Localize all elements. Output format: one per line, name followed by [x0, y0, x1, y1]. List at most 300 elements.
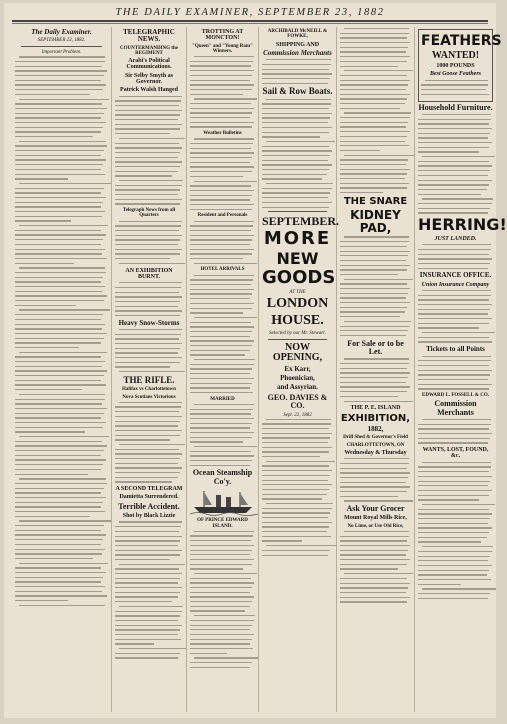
text-line	[15, 197, 106, 198]
text-line	[340, 326, 410, 327]
text-line	[115, 310, 182, 311]
ad-more: MORE	[263, 227, 332, 249]
text-line	[340, 283, 407, 284]
ad-goose-feathers: Best Goose Feathers	[430, 71, 481, 78]
text-line	[190, 625, 252, 626]
headline-weather: Weather Bulletins	[203, 131, 242, 137]
text-line	[115, 449, 179, 450]
text-line	[15, 230, 101, 231]
text-line	[262, 480, 328, 481]
text-line	[340, 260, 406, 261]
text-line	[190, 582, 254, 583]
text-line	[15, 263, 74, 264]
text-line	[15, 314, 103, 315]
divider	[21, 46, 102, 47]
text-line	[15, 164, 103, 165]
text-line	[190, 65, 251, 66]
text-line	[190, 418, 254, 419]
text-line	[15, 408, 107, 409]
text-line	[340, 164, 406, 165]
text-line	[115, 152, 180, 153]
text-line	[418, 481, 490, 482]
text-line	[190, 209, 252, 210]
text-line	[340, 386, 410, 387]
body-text	[190, 404, 255, 466]
text-line	[15, 333, 107, 334]
text-line	[262, 550, 330, 551]
text-line	[115, 639, 181, 640]
text-line	[115, 592, 180, 593]
text-line	[340, 550, 408, 551]
text-line	[115, 634, 178, 635]
text-line	[190, 122, 254, 123]
text-line	[15, 202, 103, 203]
body-text	[190, 531, 255, 668]
text-line	[340, 117, 410, 118]
text-line	[190, 667, 250, 668]
text-line	[15, 122, 106, 123]
text-line	[340, 192, 383, 193]
text-line	[262, 132, 329, 133]
text-line	[19, 352, 107, 353]
text-line	[15, 127, 103, 128]
text-line	[119, 96, 182, 97]
text-line	[262, 498, 322, 499]
text-line	[262, 522, 332, 523]
body-text	[340, 358, 411, 401]
text-line	[119, 138, 185, 139]
text-line	[15, 103, 102, 104]
column-telegraphic	[112, 27, 187, 712]
body-text	[190, 275, 255, 393]
text-line	[190, 610, 245, 611]
text-line	[119, 521, 182, 522]
text-line	[190, 354, 245, 355]
text-line	[15, 113, 104, 114]
text-line	[190, 239, 252, 240]
text-line	[190, 601, 252, 602]
text-line	[194, 275, 254, 276]
text-line	[344, 358, 409, 359]
text-line	[15, 216, 102, 217]
text-line	[15, 145, 107, 146]
text-line	[266, 545, 336, 546]
text-line	[340, 246, 407, 247]
text-line	[15, 366, 102, 367]
text-line	[115, 119, 178, 120]
ad-goods: GOODS	[262, 267, 336, 289]
text-line	[119, 648, 186, 649]
text-line	[115, 526, 181, 527]
text-line	[115, 596, 178, 597]
text-line	[422, 156, 495, 157]
text-line	[190, 326, 254, 327]
text-line	[422, 290, 491, 291]
ad-ask-grocer: Ask Your Grocer	[346, 504, 405, 514]
text-line	[340, 47, 408, 48]
text-line	[190, 559, 254, 560]
text-line	[340, 372, 410, 373]
ad-selected: Selected by our Mr. Stewart.	[269, 330, 326, 336]
text-line	[119, 329, 182, 330]
text-line	[340, 169, 410, 170]
text-line	[15, 286, 105, 287]
divider	[268, 339, 327, 340]
text-line	[418, 556, 490, 557]
section-head: Important Problem.	[41, 50, 82, 56]
body-text	[418, 244, 493, 269]
text-line	[190, 195, 252, 196]
text-line	[115, 545, 178, 546]
text-line	[418, 137, 488, 138]
text-line	[115, 540, 180, 541]
text-line	[418, 133, 490, 134]
text-line	[115, 425, 178, 426]
headline-walsh-hanged: Patrick Walsh Hanged	[120, 87, 178, 94]
text-line	[422, 419, 491, 420]
text-line	[15, 249, 105, 250]
text-line	[194, 404, 254, 405]
text-line	[340, 316, 400, 317]
text-line	[190, 568, 243, 569]
text-line	[340, 482, 406, 483]
body-text	[418, 114, 493, 214]
text-line	[340, 51, 406, 52]
paper-name: The Daily Examiner.	[31, 28, 92, 36]
text-line	[262, 423, 331, 424]
headline-hotel-arrivals: HOTEL ARRIVALS	[200, 267, 245, 273]
text-line	[340, 302, 410, 303]
text-line	[418, 570, 489, 571]
text-line	[262, 174, 327, 175]
body-text	[421, 80, 490, 95]
text-line	[262, 470, 332, 471]
ad-for-sale: For Sale or to be Let.	[347, 338, 404, 356]
text-line	[340, 126, 406, 127]
text-line	[194, 573, 257, 574]
text-line	[418, 593, 490, 594]
text-line	[190, 653, 227, 654]
body-text	[262, 419, 333, 556]
text-line	[340, 564, 407, 565]
headline-arabi: Arabi's Political Communications.	[126, 58, 172, 71]
ad-commission: Commission Merchants	[263, 48, 332, 57]
text-line	[340, 173, 407, 174]
text-line	[115, 439, 170, 440]
text-line	[15, 192, 101, 193]
column-ads-left	[259, 27, 340, 712]
text-line	[15, 220, 71, 221]
text-line	[262, 78, 330, 79]
text-line	[262, 64, 331, 65]
text-line	[115, 171, 178, 172]
text-line	[418, 388, 489, 389]
text-line	[190, 409, 253, 410]
text-line	[115, 481, 172, 482]
text-line	[119, 371, 185, 372]
headline-halifax: Halifax vs Charlottetown	[122, 387, 176, 393]
masthead: THE DAILY EXAMINER, SEPTEMBER 23, 1882	[12, 7, 488, 22]
text-line	[15, 117, 101, 118]
text-line	[19, 436, 109, 437]
text-line	[15, 239, 103, 240]
text-line	[115, 615, 180, 616]
text-line	[190, 303, 254, 304]
text-line	[340, 150, 380, 151]
text-line	[115, 100, 181, 101]
divider	[268, 211, 327, 212]
body-text	[340, 236, 411, 336]
text-line	[15, 549, 105, 550]
text-line	[418, 574, 487, 575]
text-line	[15, 464, 103, 465]
text-line	[340, 241, 409, 242]
text-line	[344, 573, 413, 574]
text-line	[422, 546, 493, 547]
text-line	[190, 441, 243, 442]
text-line	[19, 394, 105, 395]
text-line	[262, 433, 332, 434]
text-line	[421, 84, 488, 85]
text-line	[115, 467, 182, 468]
text-line	[15, 281, 101, 282]
text-line	[340, 42, 410, 43]
text-line	[15, 459, 106, 460]
date-line: SEPTEMBER 23, 1882.	[37, 38, 86, 44]
headline-telegraphic-news: TELEGRAPHIC NEWS.	[123, 28, 175, 44]
body-text	[190, 56, 255, 128]
text-line	[15, 516, 90, 517]
text-line	[340, 578, 407, 579]
text-line	[15, 581, 101, 582]
text-line	[115, 133, 170, 134]
text-line	[418, 123, 489, 124]
text-line	[115, 203, 180, 204]
text-line	[190, 176, 243, 177]
text-line	[115, 343, 182, 344]
text-line	[340, 159, 408, 160]
text-line	[15, 530, 101, 531]
text-line	[262, 202, 332, 203]
text-line	[418, 565, 492, 566]
text-line	[15, 94, 90, 95]
text-line	[418, 598, 488, 599]
text-line	[190, 244, 250, 245]
text-line	[115, 235, 182, 236]
ad-september: SEPTEMBER.	[262, 214, 340, 229]
text-line	[115, 559, 170, 560]
text-line	[115, 253, 180, 254]
text-line	[262, 103, 331, 104]
text-line	[119, 221, 182, 222]
text-line	[190, 235, 254, 236]
text-line	[115, 416, 182, 417]
ad-firm-name: ARCHIBALD McNEILL & FOWKE,	[267, 29, 328, 40]
text-line	[340, 377, 408, 378]
text-line	[262, 127, 332, 128]
text-line	[418, 128, 492, 129]
text-line	[115, 611, 182, 612]
text-line	[262, 113, 332, 114]
body-text	[262, 59, 333, 84]
text-line	[194, 263, 257, 264]
text-line	[115, 366, 170, 367]
text-line	[422, 332, 495, 333]
text-line	[190, 350, 250, 351]
text-line	[418, 161, 489, 162]
text-line	[15, 384, 106, 385]
text-line	[15, 441, 102, 442]
body-text	[418, 462, 493, 599]
text-line	[262, 437, 330, 438]
text-line	[262, 540, 302, 541]
text-line	[340, 131, 410, 132]
text-line	[190, 162, 250, 163]
text-line	[15, 492, 101, 493]
text-line	[262, 83, 328, 84]
ad-wed-thu: Wednesday & Thursday	[344, 449, 407, 456]
text-line	[340, 178, 405, 179]
text-line	[262, 192, 330, 193]
masthead-rule	[12, 23, 488, 24]
headline-countermanding: COUNTERMANDING the REGIMENT	[120, 45, 178, 56]
text-line	[115, 463, 178, 464]
text-line	[418, 471, 489, 472]
text-line	[340, 568, 398, 569]
text-line	[418, 147, 489, 148]
text-line	[262, 69, 329, 70]
text-line	[340, 136, 407, 137]
text-line	[115, 411, 179, 412]
text-line	[340, 145, 409, 146]
text-line	[418, 299, 489, 300]
text-line	[418, 318, 492, 319]
text-line	[262, 197, 328, 198]
text-line	[194, 181, 257, 182]
text-line	[190, 639, 252, 640]
text-line	[15, 450, 104, 451]
headline-the-rifle: THE RIFLE.	[123, 374, 175, 385]
text-line	[418, 184, 489, 185]
column-local-news	[187, 27, 259, 712]
text-line	[115, 114, 180, 115]
text-line	[418, 203, 492, 204]
text-line	[115, 239, 180, 240]
text-line	[340, 269, 407, 270]
text-line	[422, 462, 491, 463]
text-line	[194, 317, 257, 318]
text-line	[15, 600, 68, 601]
text-line	[115, 306, 178, 307]
ad-charlottetown: CHARLOTTETOWN, ON	[346, 442, 405, 448]
text-line	[190, 535, 253, 536]
text-line	[344, 401, 413, 402]
text-line	[115, 550, 182, 551]
text-line	[19, 225, 108, 226]
ad-commission-merchants: Commission Merchants	[434, 399, 477, 417]
text-line	[340, 288, 410, 289]
text-line	[340, 33, 409, 34]
text-line	[190, 427, 250, 428]
text-line	[115, 161, 182, 162]
text-line	[15, 300, 104, 301]
text-line	[15, 595, 107, 596]
text-line	[344, 279, 413, 280]
ad-geo-davies: GEO. DAVIES & CO.	[267, 392, 328, 411]
text-line	[15, 61, 105, 62]
text-line	[340, 536, 409, 537]
text-line	[418, 379, 488, 380]
text-line	[115, 292, 179, 293]
text-line	[344, 70, 413, 71]
text-line	[19, 99, 109, 100]
ad-union-insurance: Union Insurance Company	[421, 281, 490, 288]
text-line	[425, 80, 488, 81]
text-line	[262, 117, 330, 118]
text-line	[418, 527, 492, 528]
text-line	[262, 122, 328, 123]
text-line	[115, 435, 180, 436]
text-line	[262, 150, 332, 151]
text-line	[190, 279, 253, 280]
body-text	[115, 521, 183, 658]
text-line	[340, 330, 408, 331]
text-line	[340, 66, 398, 67]
text-line	[340, 491, 407, 492]
text-line	[340, 559, 410, 560]
text-line	[340, 307, 407, 308]
text-line	[340, 463, 409, 464]
text-line	[15, 319, 101, 320]
text-line	[418, 424, 491, 425]
text-line	[115, 536, 182, 537]
text-line	[340, 587, 408, 588]
text-line	[418, 495, 489, 496]
text-line	[115, 620, 178, 621]
text-line	[119, 402, 182, 403]
text-line	[190, 578, 251, 579]
text-line	[115, 296, 182, 297]
text-line	[190, 84, 254, 85]
text-line	[340, 391, 407, 392]
text-line	[15, 75, 104, 76]
text-line	[344, 500, 413, 501]
text-line	[115, 189, 180, 190]
text-line	[340, 545, 410, 546]
text-line	[418, 295, 491, 296]
text-line	[266, 419, 331, 420]
body-text	[15, 56, 108, 606]
text-line	[19, 267, 105, 268]
text-line	[190, 80, 250, 81]
text-line	[115, 128, 180, 129]
text-line	[421, 89, 486, 90]
text-line	[266, 99, 331, 100]
text-line	[190, 112, 252, 113]
text-line	[340, 311, 405, 312]
text-line	[190, 545, 254, 546]
ad-ex-karr: Ex Karr,	[284, 364, 311, 373]
ad-kidney-pad: KIDNEY PAD,	[350, 208, 401, 235]
text-line	[190, 587, 252, 588]
text-line	[262, 160, 328, 161]
ad-household-furniture: Household Furniture.	[418, 102, 493, 112]
text-line	[15, 131, 101, 132]
text-line	[418, 513, 492, 514]
ad-no-lime: No Lime, or Use Old Rice,	[347, 523, 404, 529]
text-line	[115, 338, 179, 339]
text-line	[190, 540, 251, 541]
